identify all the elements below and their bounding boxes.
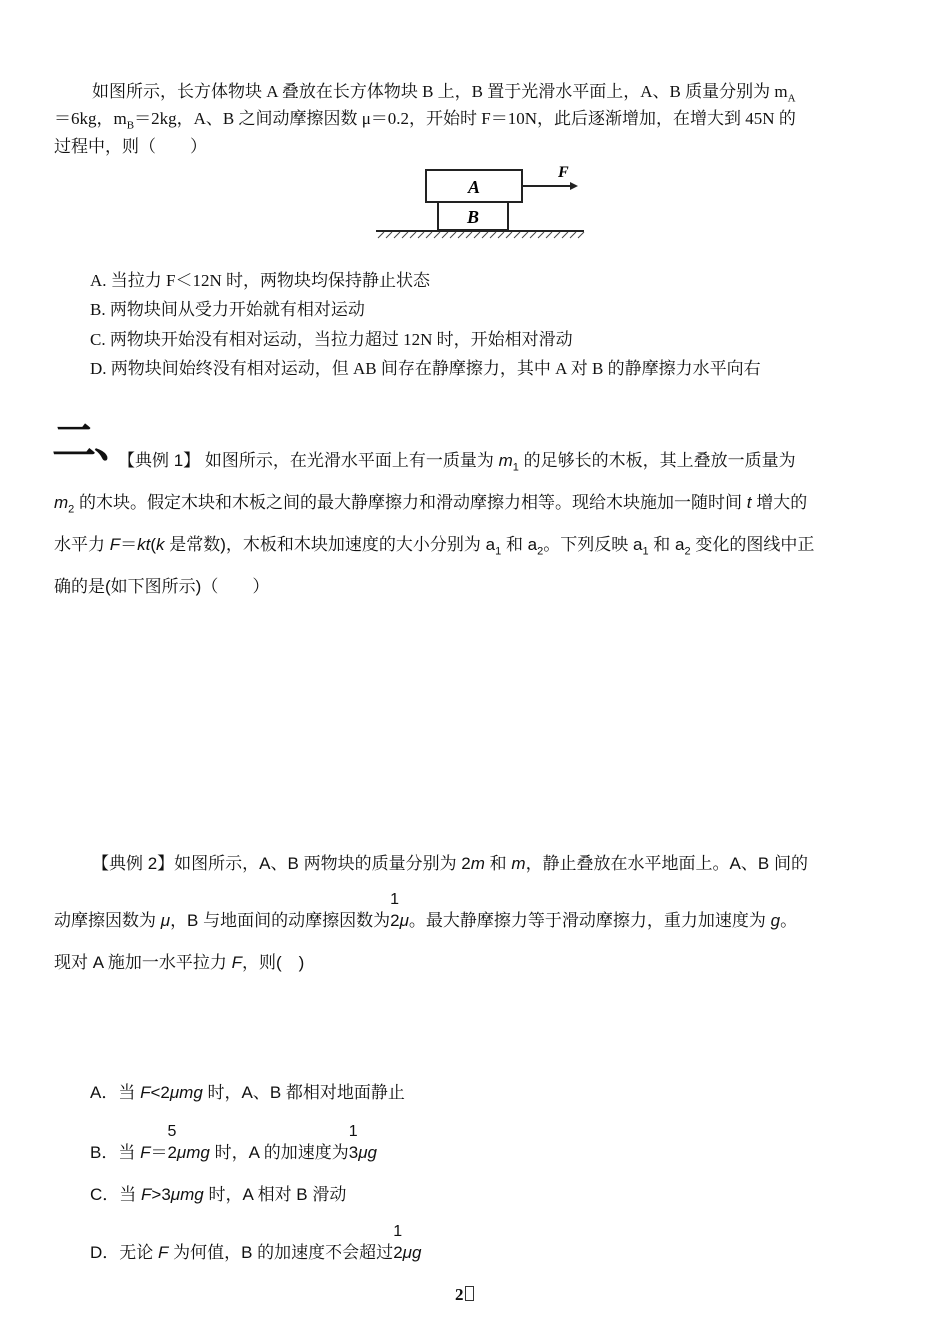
ex2-line-1 bbox=[92, 849, 808, 874]
q1-line-3-text: 过程中，则（ ） bbox=[54, 137, 207, 156]
ex1-paren: ( bbox=[150, 535, 157, 554]
section-2-heading: 二、 bbox=[52, 416, 136, 467]
ex2-line-1-text-b: 和 bbox=[484, 854, 512, 873]
force-label: F bbox=[558, 164, 569, 181]
ex1-line-3-text-a: 水平力 bbox=[54, 535, 110, 554]
ex2-line-3-text-a: 现对 A 施加一水平拉力 bbox=[54, 953, 232, 972]
ex2-opt-b-den-2: 3 bbox=[348, 1143, 359, 1162]
ex2-opt-b-num-2: 1 bbox=[348, 1123, 358, 1140]
block-b-label: B bbox=[467, 207, 480, 227]
ex1-line-3-text-e: 和 a bbox=[501, 535, 538, 554]
ex2-opt-b-expr: μmg bbox=[176, 1143, 210, 1162]
ex1-line-1-text-a: 【典例 1】 如图所示，在光滑水平面上有一质量为 bbox=[118, 451, 499, 470]
ex2-opt-a-text-a: A．当 bbox=[90, 1083, 141, 1102]
ex2-line-1-text-c: ，静止叠放在水平地面上。A、B 间的 bbox=[525, 854, 808, 873]
ex1-a2-sub: 2 bbox=[537, 545, 544, 558]
ex2-opt-c-text-b: >3 bbox=[151, 1185, 171, 1204]
ex1-line-3-text-h: 变化的图线中正 bbox=[690, 535, 815, 554]
ex2-m: m bbox=[470, 854, 485, 873]
ex2-opt-d-fraction bbox=[393, 1223, 403, 1263]
ex2-line-3-text-b: ，则( ) bbox=[241, 953, 305, 972]
ex2-line-2-text-c: 。最大静摩擦力等于滑动摩擦力，重力加速度为 bbox=[408, 911, 771, 930]
ex1-m1-subscript: 1 bbox=[512, 461, 519, 474]
ex2-opt-d-text-a: D．无论 bbox=[90, 1243, 158, 1262]
ex1-a2-sub-2: 2 bbox=[684, 545, 691, 558]
ex2-line-2 bbox=[54, 891, 798, 931]
ex2-opt-a-expr: μmg bbox=[169, 1083, 203, 1102]
ex1-t: t bbox=[746, 493, 752, 512]
ground-hatching bbox=[378, 232, 584, 238]
ex2-opt-a-text-b: <2 bbox=[150, 1083, 170, 1102]
ex1-line-2-text-a: 的木块。假定木块和木板之间的最大静摩擦力和滑动摩擦力相等。现给木块施加一随时间 bbox=[74, 493, 747, 512]
ex2-opt-b-fraction-2 bbox=[348, 1123, 359, 1163]
ex1-a1-sub-2: 1 bbox=[642, 545, 649, 558]
ex2-opt-d-f: F bbox=[158, 1243, 169, 1262]
q1-line-2-text-a: ＝6kg，m bbox=[54, 109, 127, 128]
ex2-line-2-text-d: 。 bbox=[780, 911, 798, 930]
ex1-kt: kt bbox=[137, 535, 151, 554]
ex2-opt-b-den: 2 bbox=[167, 1143, 177, 1162]
ex2-option-d bbox=[90, 1223, 422, 1263]
ex2-opt-a-f: F bbox=[140, 1083, 151, 1102]
ex1-eq: ＝ bbox=[120, 535, 138, 554]
ex2-f: F bbox=[231, 953, 242, 972]
ex2-mu-2: μ bbox=[399, 911, 409, 930]
ex2-opt-d-text-b: 为何值，B 的加速度不会超过 bbox=[168, 1243, 394, 1262]
ex2-opt-b-expr-2: μg bbox=[358, 1143, 377, 1162]
ex2-opt-c-text-a: C．当 bbox=[90, 1185, 141, 1204]
ex2-line-2-text-a: 动摩擦因数为 bbox=[54, 911, 161, 930]
ex2-opt-c-expr: μmg bbox=[170, 1185, 204, 1204]
ex2-opt-c-text-c: 时，A 相对 B 滑动 bbox=[203, 1185, 347, 1204]
q1-subscript-a: A bbox=[787, 92, 796, 105]
q1-line-1 bbox=[92, 77, 796, 104]
ex2-opt-b-fraction bbox=[167, 1123, 177, 1163]
ex2-half-num: 1 bbox=[390, 891, 400, 908]
ex2-g: g bbox=[770, 911, 781, 930]
ex2-opt-b-text-c: 时，A 的加速度为 bbox=[209, 1143, 349, 1162]
block-a-label: A bbox=[468, 177, 481, 197]
ex2-line-2-text-b: ，B 与地面间的动摩擦因数为 bbox=[170, 911, 391, 930]
q1-line-1-text: 如图所示，长方体物块 A 叠放在长方体物块 B 上，B 置于光滑水平面上，A、B 质量分别为 m bbox=[92, 82, 788, 101]
ex1-line-1-text-b: 的足够长的木板，其上叠放一质量为 bbox=[518, 451, 796, 470]
ex2-opt-d-num: 1 bbox=[393, 1223, 403, 1240]
ex2-opt-d-expr: μg bbox=[402, 1243, 422, 1262]
ex2-m-2: m bbox=[511, 854, 526, 873]
ex2-line-1-text-a: 【典例 2】如图所示，A、B 两物块的质量分别为 2 bbox=[92, 854, 471, 873]
ex2-half-den: 2 bbox=[390, 911, 400, 930]
blocks-figure bbox=[370, 160, 590, 242]
ex2-opt-b-text-b: ＝ bbox=[150, 1143, 168, 1162]
ex1-line-3-text-d: 是常数)，木板和木块加速度的大小分别为 a bbox=[164, 535, 496, 554]
q1-option-d: D. 两物块间始终没有相对运动，但 AB 间存在静摩擦力，其中 A 对 B 的静摩擦力水平向右 bbox=[90, 359, 761, 378]
ex2-opt-d-den: 2 bbox=[393, 1243, 403, 1262]
ex1-m1: m bbox=[498, 451, 513, 470]
ex1-a1-sub: 1 bbox=[495, 545, 502, 558]
missing-glyph-box bbox=[465, 1286, 474, 1301]
ex1-line-4: 确的是(如下图所示)（ ） bbox=[54, 577, 270, 596]
ex1-line-2 bbox=[54, 488, 807, 515]
q1-line-3 bbox=[54, 132, 207, 157]
ex2-opt-c-f: F bbox=[141, 1185, 152, 1204]
ex1-line-3-text-f: 。下列反映 a bbox=[543, 535, 643, 554]
ex2-opt-a-text-c: 时，A、B 都相对地面静止 bbox=[202, 1083, 405, 1102]
ex1-f: F bbox=[109, 535, 121, 554]
q1-subscript-b: B bbox=[126, 119, 135, 132]
force-arrow-head bbox=[570, 182, 578, 190]
page-number-text: 2 bbox=[455, 1285, 464, 1304]
ex1-line-3 bbox=[54, 530, 814, 557]
ex1-line-3-text-g: 和 a bbox=[648, 535, 685, 554]
ex2-option-b bbox=[90, 1123, 377, 1163]
ex2-half-fraction bbox=[390, 891, 400, 931]
q1-option-a: A. 当拉力 F＜12N 时，两物块均保持静止状态 bbox=[90, 271, 431, 290]
ex2-line-3 bbox=[54, 948, 304, 973]
ex2-mu: μ bbox=[160, 911, 171, 930]
q1-line-2-text-b: ＝2kg，A、B 之间动摩擦因数 μ＝0.2，开始时 F＝10N，此后逐渐增加，在增大到 45N 的 bbox=[134, 109, 796, 128]
ex1-m2-subscript: 2 bbox=[68, 503, 75, 516]
q1-line-2 bbox=[54, 104, 796, 131]
ex2-opt-b-text-a: B．当 bbox=[90, 1143, 141, 1162]
q1-option-b: B. 两物块间从受力开始就有相对运动 bbox=[90, 300, 365, 319]
ex1-k: k bbox=[156, 535, 165, 554]
ex2-option-c bbox=[90, 1180, 346, 1205]
ex1-line-2-text-b: 增大的 bbox=[751, 493, 808, 512]
ex2-opt-b-num: 5 bbox=[167, 1123, 177, 1140]
ex1-line-1 bbox=[118, 446, 796, 473]
ex1-m2: m bbox=[54, 493, 69, 512]
ex2-option-a bbox=[90, 1078, 405, 1103]
q1-option-c: C. 两物块开始没有相对运动，当拉力超过 12N 时，开始相对滑动 bbox=[90, 330, 573, 349]
ex2-opt-b-f: F bbox=[140, 1143, 151, 1162]
page-number bbox=[455, 1285, 474, 1305]
